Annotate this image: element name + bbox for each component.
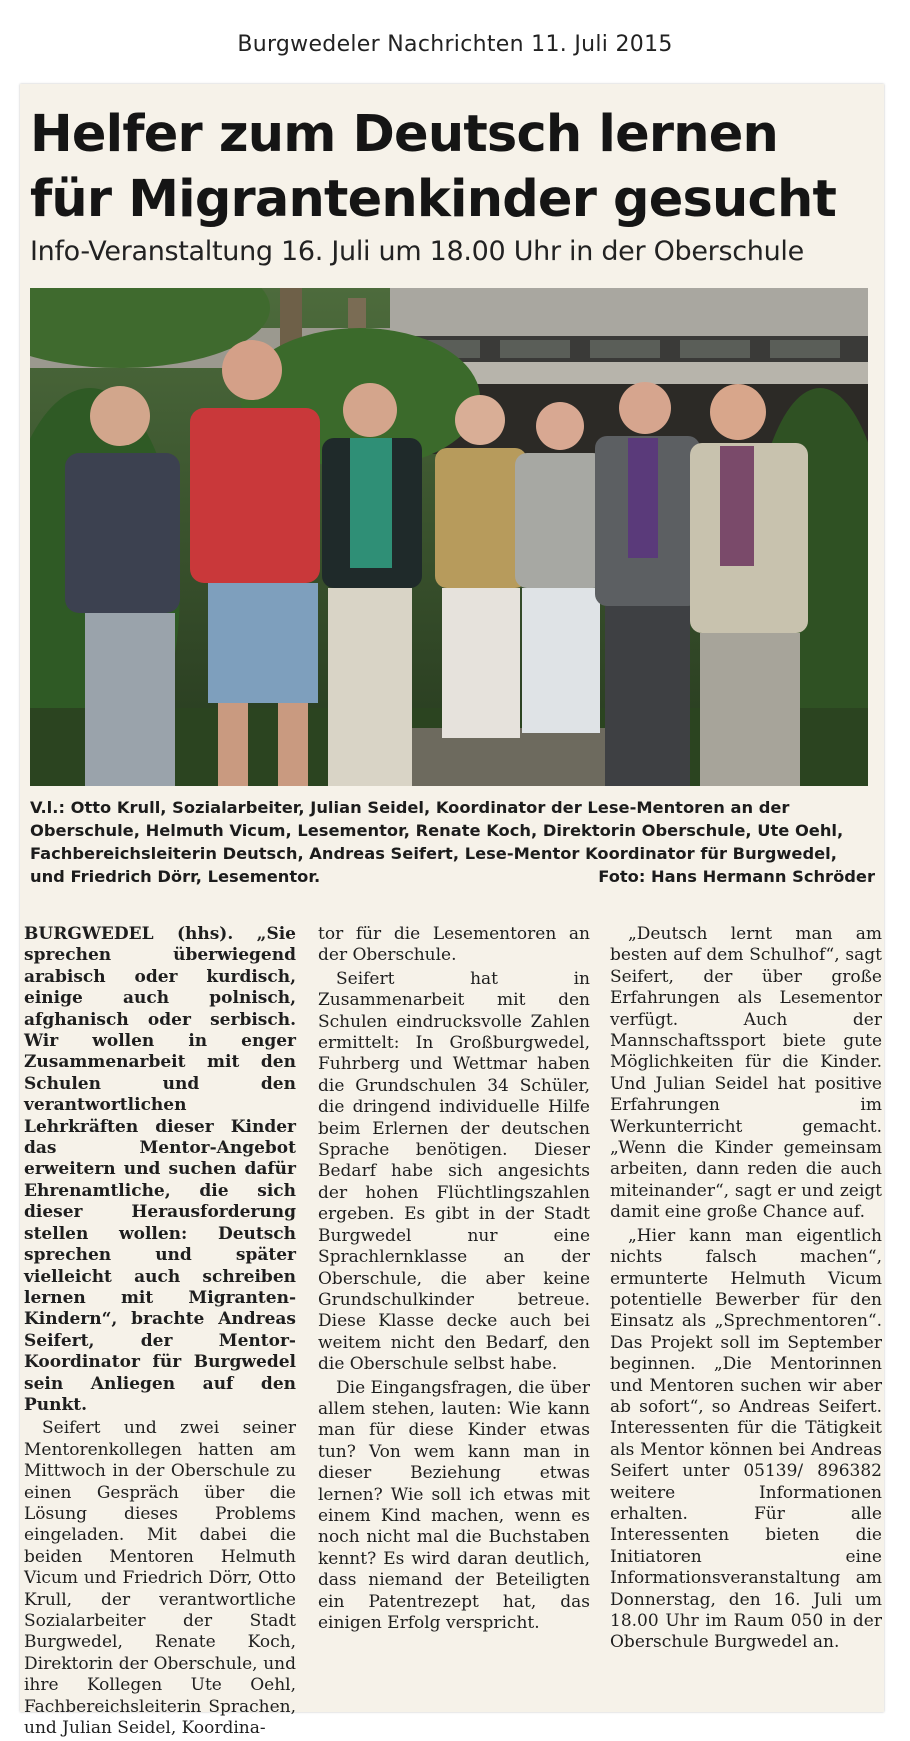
subheadline: Info-Veranstaltung 16. Juli um 18.00 Uhr in der Oberschule [30, 236, 804, 267]
body-paragraph: Die Eingangsfragen, die über allem stehen, lauten: Wie kann man für diese Kinder etwas tun? Von wem kann man in dieser Beziehung etwas lernen? Wie soll ich etwas mit einem Kind machen, wenn es noch nicht mal die Buchstaben kennt? Es wird daran deutlich, dass niemand der Beteiligten ein Patentrezept hat, das einigen Erfolg verspricht. [318, 1377, 590, 1633]
article-column-1 [24, 924, 296, 1741]
body-paragraph: tor für die Lesementoren an der Oberschule. [318, 924, 590, 966]
body-paragraph: „Deutsch lernt man am besten auf dem Schulhof“, sagt Seifert, der über große Erfahrungen als Lesementor verfügt. Auch der Mannschaftssport biete gute Möglichkeiten für die Kinder. Und Julian Seidel hat positive Erfahrungen im Werkunterricht gemacht. „Wenn die Kinder gemeinsam arbeiten, dann reden die auch miteinander“, sagt er und zeigt damit eine große Chance auf. [610, 924, 882, 1223]
headline-line-1: Helfer zum Deutsch lernen [30, 105, 779, 164]
person-andreas-seifert [595, 382, 700, 786]
group-photo [30, 288, 868, 786]
newspaper-clipping [20, 84, 884, 1739]
article-column-2 [318, 924, 590, 1636]
body-paragraph: Seifert und zwei seiner Mentorenkollegen hatten am Mittwoch in der Oberschule zu einen Gespräch über die Lösung dieses Problems eingeladen. Mit dabei die beiden Mentoren Helmuth Vicum und Friedrich Dörr, Otto Krull, der verantwortliche Sozialarbeiter der Stadt Burgwedel, Renate Koch, Direktorin der Oberschule, und ihre Kollegen Ute Oehl, Fachbereichsleiterin Sprachen, und Julian Seidel, Koordina- [24, 1418, 296, 1739]
body-paragraph: Seifert hat in Zusammenarbeit mit den Schulen eindrucksvolle Zahlen ermittelt: In Großburgwedel, Fuhrberg und Wettmar haben die Grundschulen 34 Schüler, die dringend individuelle Hilfe beim Erlernen der deutschen Sprache benötigen. Dieser Bedarf habe sich angesichts der hohen Flüchtlingszahlen ergeben. Es gibt in der Stadt Burgwedel nur eine Sprachlernklasse an der Oberschule, die aber keine Grundschulkinder betreue. Diese Klasse decke auch bei weitem nicht den Bedarf, den die Oberschule selbst habe. [318, 968, 590, 1375]
article-column-3 [610, 924, 882, 1656]
headline-line-2: für Migrantenkinder gesucht [30, 170, 837, 229]
photo-caption [30, 796, 875, 888]
person-friedrich-doerr [690, 384, 808, 786]
caption-text: V.l.: Otto Krull, Sozialarbeiter, Julian Seidel, Koordinator der Lese-Mentoren an der Oberschule, Helmuth Vicum, Lesementor, Renate Koch, Direktorin Oberschule, Ute Oehl, Fachbereichsleiterin Deutsch, Andreas Seifert, Lese-Mentor Koordinator für Burgwedel, und Friedrich Dörr, Lesementor. [30, 798, 844, 886]
publication-source-line: Burgwedeler Nachrichten 11. Juli 2015 [237, 32, 673, 57]
person-helmuth-vicum [322, 383, 422, 786]
headline [30, 102, 880, 232]
photo-credit: Foto: Hans Hermann Schröder [598, 867, 875, 886]
lead-paragraph: BURGWEDEL (hhs). „Sie sprechen überwiegend arabisch oder kurdisch, einige auch polnisch, afghanisch oder serbisch. Wir wollen in enger Zusammenarbeit mit den Schulen und den verantwortlichen Lehrkräften dieser Kinder das Mentor-Angebot erweitern und suchen dafür Ehrenamtliche, die sich dieser Herausforderung stellen wollen: Deutsch sprechen und später vielleicht auch schreiben lernen mit Migranten-Kindern“, brachte Andreas Seifert, der Mentor-Koordinator für Burgwedel sein Anliegen auf den Punkt. [24, 924, 296, 1415]
body-paragraph: „Hier kann man eigentlich nichts falsch machen“, ermunterte Helmuth Vicum potentielle Bewerber für den Einsatz als „Sprechmentoren“. Das Projekt soll im September beginnen. „Die Mentorinnen und Mentoren suchen wir aber ab sofort“, so Andreas Seifert. Interessenten für die Tätigkeit als Mentor können bei Andreas Seifert unter 05139/ 896382 weitere Informationen erhalten. Für alle Interessenten bieten die Initiatoren eine Informationsveranstaltung am Donnerstag, den 16. Juli um 18.00 Uhr im Raum 050 in der Oberschule Burgwedel an. [610, 1225, 882, 1653]
